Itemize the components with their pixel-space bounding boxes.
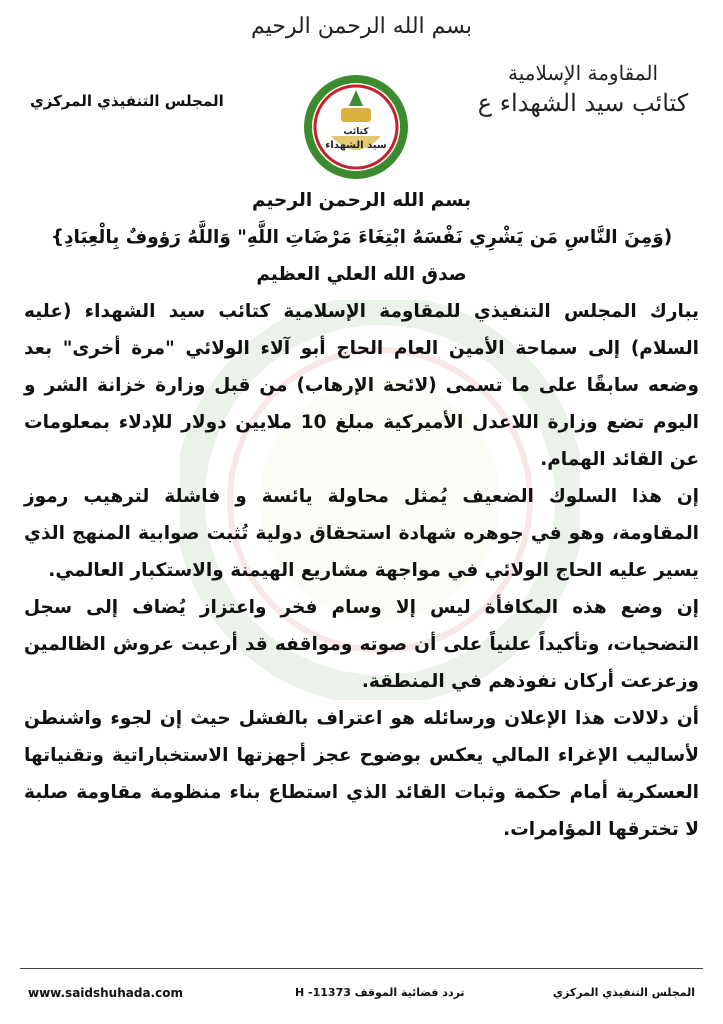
footer <box>0 982 723 1006</box>
footer-divider <box>20 968 703 969</box>
logo-text-bottom: سيد الشهداء <box>325 140 387 151</box>
quran-verse: (وَمِنَ النَّاسِ مَن يَشْرِي نَفْسَهُ ابْتِغَاءَ مَرْضَاتِ اللَّهِ" وَاللَّهُ رَؤوفٌ بِالْعِبَادِ} <box>50 227 673 248</box>
footer-council: المجلس التنفيذي المركزي <box>552 986 695 999</box>
header-org-line1: المقاومة الإسلامية <box>508 61 658 85</box>
paragraph-3: إن وضع هذه المكافأة ليس إلا وسام فخر واعتزاز يُضاف إلى سجل التضحيات، وتأكيداً علنياً على أن صوته ومواقفه قد أرعبت عروش الظالمين وزعزعت أركان نفوذهم في المنطقة. <box>24 597 699 692</box>
logo-text-top: كتائب <box>343 127 369 137</box>
paragraph-2: إن هذا السلوك الضعيف يُمثل محاولة يائسة و فاشلة لترهيب رموز المقاومة، وهو في جوهره شهادة استحقاق دولية تُثبت صوابية المنهج الذي يسير عليه الحاج الولائي في مواجهة مشاريع الهيمنة والاستكبار العالمي. <box>24 486 699 581</box>
header-basmala: بسم الله الرحمن الرحيم <box>250 14 473 39</box>
statement-body <box>24 182 699 848</box>
paragraph-1: يبارك المجلس التنفيذي للمقاومة الإسلامية كتائب سيد الشهداء (عليه السلام) إلى سماحة الأمين العام الحاج أبو آلاء الولائي "مرة أخرى" بعد وضعه سابقًا على ما تسمى (لائحة الإرهاب) من قبل وزارة خزانة الشر و اليوم تضع وزارة اللاعدل الأميركية مبلغ 10 ملايين دولار للإدلاء بمعلومات عن القائد الهمام. <box>24 301 700 470</box>
header-council-title: المجلس التنفيذي المركزي <box>30 92 224 110</box>
paragraph-4: أن دلالات هذا الإعلان ورسائله هو اعتراف بالفشل حيث إن لجوء واشنطن لأساليب الإغراء المالي يعكس بوضوح عجز أجهزتها الاستخباراتية وتقنياتها العسكرية أمام حكمة وثبات القائد الذي استطاع بناء منظومة مقاومة صلبة لا تخترقها المؤامرات. <box>24 708 699 840</box>
header-organization <box>473 58 693 118</box>
body-basmala: بسم الله الرحمن الرحيم <box>251 190 472 211</box>
sadaqa-line: صدق الله العلي العظيم <box>256 264 467 285</box>
organization-logo <box>301 72 411 182</box>
footer-frequency: تردد فضائية الموقف H -11373 <box>295 986 465 999</box>
footer-website-link[interactable]: www.saidshuhada.com <box>28 986 183 1000</box>
header-org-line2: كتائب سيد الشهداء ع <box>477 89 689 117</box>
